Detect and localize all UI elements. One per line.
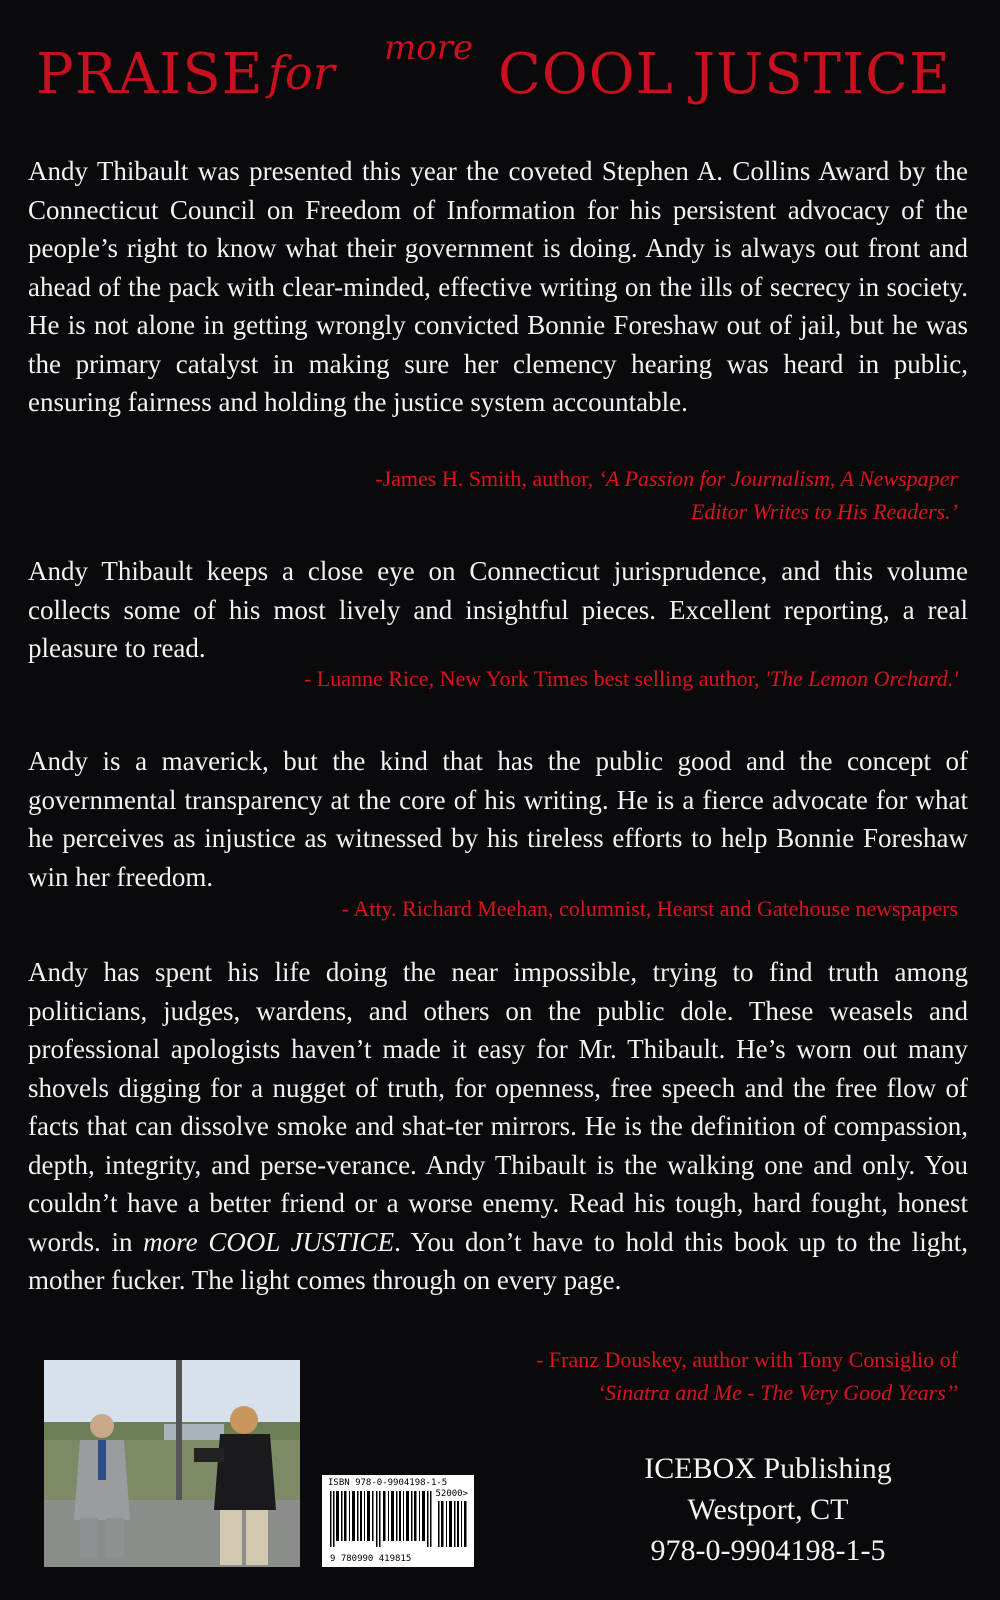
author-photo-illustration xyxy=(44,1360,300,1567)
blurb-1-work-line1: ‘A Passion for Journalism, A Newspaper xyxy=(598,466,958,491)
blurb-4-text-before: Andy has spent his life doing the near impossible, trying to find truth among politicians, judges, wardens, and others on the public dole. These weasels and professional apologists haven’t made it easy for Mr. Thibault. He’s worn out many shovels digging for a nugget of truth, for openness, free speech and the free flow of facts that can dissolve smoke and shat-ter mirrors. He is the definition of compassion, depth, integrity, and perse-verance. Andy Thibault is the walking one and only. You couldn’t have a better friend or a worse enemy. Read his tough, hard fought, honest words. in xyxy=(28,957,968,1257)
title-praise: PRAISE xyxy=(36,42,264,107)
blurb-4-text xyxy=(28,953,968,1300)
blurb-1-attribution xyxy=(58,462,958,528)
publisher-location: Westport, CT xyxy=(687,1493,849,1526)
blurb-2-attribution xyxy=(58,662,958,695)
barcode-digits: 9 780990 419815 xyxy=(330,1554,412,1564)
publisher-block xyxy=(618,1448,918,1571)
blurb-2-author: - Luanne Rice, New York Times best selling author, xyxy=(303,666,766,691)
cover-title xyxy=(36,28,976,118)
blurb-1-work-line2: Editor Writes to His Readers.’ xyxy=(690,499,958,524)
isbn-barcode xyxy=(322,1475,474,1567)
blurb-1-author: -James H. Smith, author, xyxy=(375,466,599,491)
price-code: 52000> xyxy=(435,1489,468,1499)
addon-barcode-bars xyxy=(438,1501,468,1547)
isbn-label: ISBN 978-0-9904198-1-5 xyxy=(328,1478,448,1488)
blurb-4-text-after: . You don’t have to hold this book up to the light, mother fucker. The light comes through on every page. xyxy=(28,1226,969,1295)
publisher-isbn: 978-0-9904198-1-5 xyxy=(650,1534,886,1567)
blurb-2-work: 'The Lemon Orchard.' xyxy=(765,666,958,691)
blurb-3-attribution: - Atty. Richard Meehan, columnist, Hearst and Gatehouse newspapers xyxy=(341,896,958,921)
barcode-bars xyxy=(330,1491,434,1547)
author-photo xyxy=(44,1360,300,1567)
blurb-3-text: Andy is a maverick, but the kind that has the public good and the concept of governmental transparency at the core of his writing. He is a fierce advocate for what he perceives as injustice as witnessed by his tireless efforts to help Bonnie Foreshaw win her freedom. xyxy=(28,746,968,892)
title-for: for xyxy=(268,46,335,100)
title-more: more xyxy=(384,28,474,68)
blurb-4-author: - Franz Douskey, author with Tony Consiglio of xyxy=(536,1347,958,1372)
blurb-2-text: Andy Thibault keeps a close eye on Connecticut jurisprudence, and this volume collects some of his most lively and insightful pieces. Excellent reporting, a real pleasure to read. xyxy=(28,556,968,663)
blurb-4-work: ‘Sinatra and Me - The Very Good Years’’ xyxy=(597,1380,958,1405)
publisher-name: ICEBOX Publishing xyxy=(644,1452,892,1485)
title-cool-justice: COOL JUSTICE xyxy=(498,42,951,107)
blurb-4-book-title: more COOL JUSTICE xyxy=(143,1226,395,1257)
blurb-1-text: Andy Thibault was presented this year the coveted Stephen A. Collins Award by the Connecticut Council on Freedom of Information for his persistent advocacy of the people’s right to know what their government is doing. Andy is always out front and ahead of the pack with clear-minded, effective writing on the ills of secrecy in society. He is not alone in getting wrongly convicted Bonnie Foreshaw out of jail, but he was the primary catalyst in making sure her clemency hearing was heard in public, ensuring fairness and holding the justice system accountable. xyxy=(28,156,968,417)
